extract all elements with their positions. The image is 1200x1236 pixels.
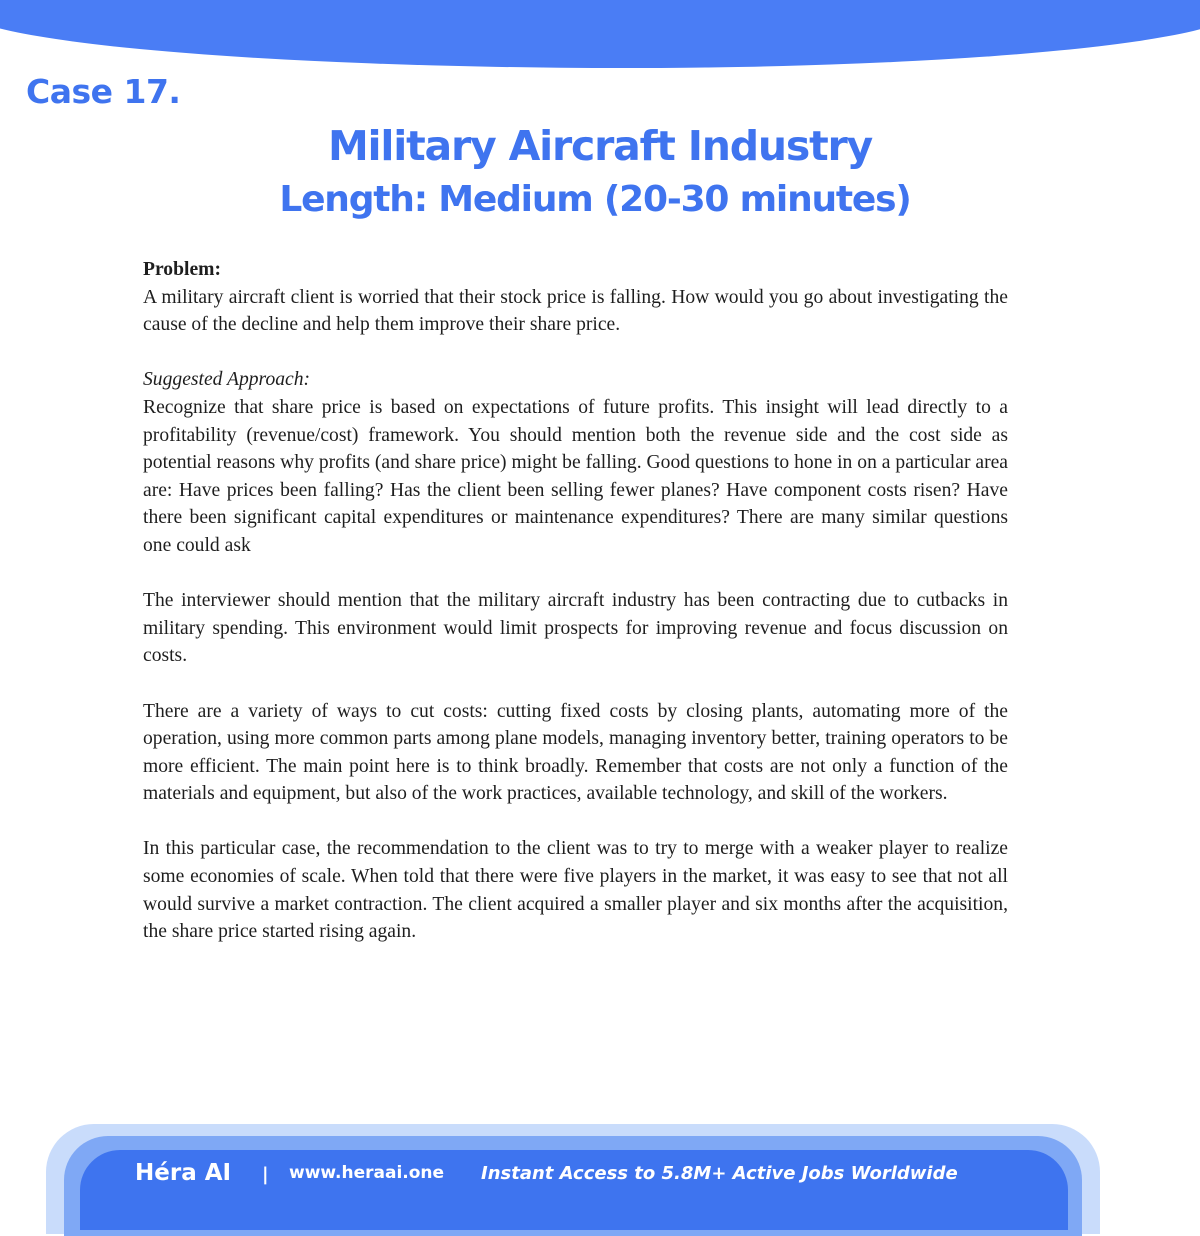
paragraph-gap <box>143 339 1008 367</box>
problem-heading: Problem: <box>143 259 221 280</box>
page-subtitle: Length: Medium (20-30 minutes) <box>279 179 911 220</box>
header-wave-banner <box>0 0 1200 68</box>
paragraph-interviewer: The interviewer should mention that the military aircraft industry has been contracting due to cutbacks in military spending. This environment would limit prospects for improving revenue and focus discussion on costs. <box>143 590 1008 667</box>
paragraph-gap <box>143 670 1008 698</box>
footer-brand: Héra AI <box>135 1160 232 1186</box>
approach-text: Recognize that share price is based on expectations of future profits. This insight will lead directly to a profitability (revenue/cost) framework. You should mention both the revenue side and the cost side as potential reasons why profits (and share price) might be falling. Good questions to hone in on a particular area are: Have prices been falling? Has the client been selling fewer planes? Have component costs risen? Have there been significant capital expenditures or maintenance expenditures? There are many similar questions one could ask <box>143 396 1008 556</box>
paragraph-cost-cutting: There are a variety of ways to cut costs: cutting fixed costs by closing plants, automating more of the operation, using more common parts among plane models, managing inventory better, training operators to be more efficient. The main point here is to think broadly. Remember that costs are not only a function of the materials and equipment, but also of the work practices, available technology, and skill of the workers. <box>143 700 1008 805</box>
paragraph-gap <box>143 560 1008 588</box>
approach-heading: Suggested Approach: <box>143 369 311 391</box>
footer-tagline: Instant Access to 5.8M+ Active Jobs Worldwide <box>481 1163 958 1184</box>
footer-bar <box>80 1150 1068 1230</box>
page-title: Military Aircraft Industry <box>327 122 873 170</box>
case-label: Case 17. <box>26 72 181 111</box>
title-block <box>0 118 1200 226</box>
problem-text: A military aircraft client is worried that their stock price is falling. How would you go about investigating the cause of the decline and help them improve their share price. <box>143 286 1008 336</box>
paragraph-recommendation: In this particular case, the recommendation to the client was to try to merge with a weaker player to realize some economies of scale. When told that there were five players in the market, it was easy to see that not all would survive a market contraction. The client acquired a smaller player and six months after the acquisition, the share price started rising again. <box>143 838 1008 943</box>
case-document <box>143 256 1008 946</box>
footer-separator: | <box>262 1164 269 1185</box>
footer-url-link[interactable]: www.heraai.one <box>289 1163 445 1183</box>
paragraph-gap <box>143 808 1008 836</box>
